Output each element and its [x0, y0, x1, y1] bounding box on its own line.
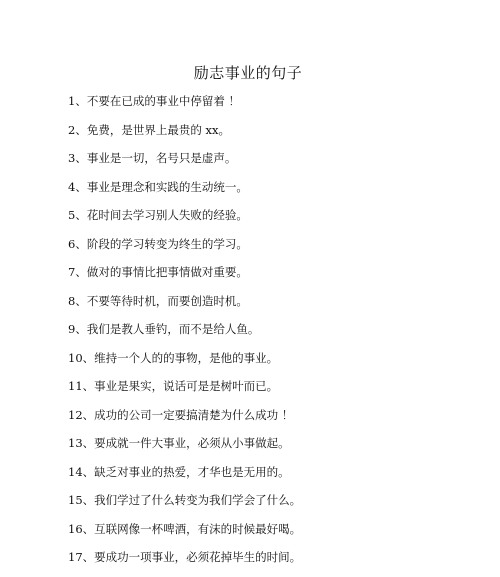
quote-item: 11、事业是果实，说话可是是树叶而已。: [68, 379, 279, 393]
quote-item: 16、互联网像一杯啤酒，有沫的时候最好喝。: [68, 521, 302, 536]
quote-item: 13、要成就一件大事业，必须从小事做起。: [68, 436, 290, 450]
quote-item: 3、事业是一切，名号只是虚声。: [68, 151, 237, 165]
quote-item: 4、事业是理念和实践的生动统一。: [68, 179, 248, 194]
quote-item: 2、免费，是世界上最贵的 xx。: [68, 122, 230, 137]
quote-item: 15、我们学过了什么转变为我们学会了什么。: [68, 493, 302, 507]
quote-item: 7、做对的事情比把事情做对重要。: [68, 265, 248, 279]
quote-item: 8、不要等待时机，而要创造时机。: [68, 293, 248, 308]
quote-item: 10、维持一个人的的事物，是他的事业。: [68, 350, 279, 365]
quote-item: 6、阶段的学习转变为终生的学习。: [68, 236, 248, 251]
quote-list: [68, 92, 301, 577]
quote-item: 12、成功的公司一定要搞清楚为什么成功 ！: [68, 407, 294, 422]
quote-item: 9、我们是教人垂钓，而不是给人鱼。: [68, 322, 260, 336]
quote-item: 5、花时间去学习别人失败的经验。: [68, 208, 248, 222]
document-title: 励志事业的句子: [193, 64, 303, 82]
quote-item: 1、不要在已成的事业中停留着 ！: [68, 94, 240, 108]
quote-item: 17、要成功一项事业，必须花掉毕生的时间。: [68, 550, 302, 564]
quote-item: 14、缺乏对事业的热爱，才华也是无用的。: [68, 464, 290, 479]
